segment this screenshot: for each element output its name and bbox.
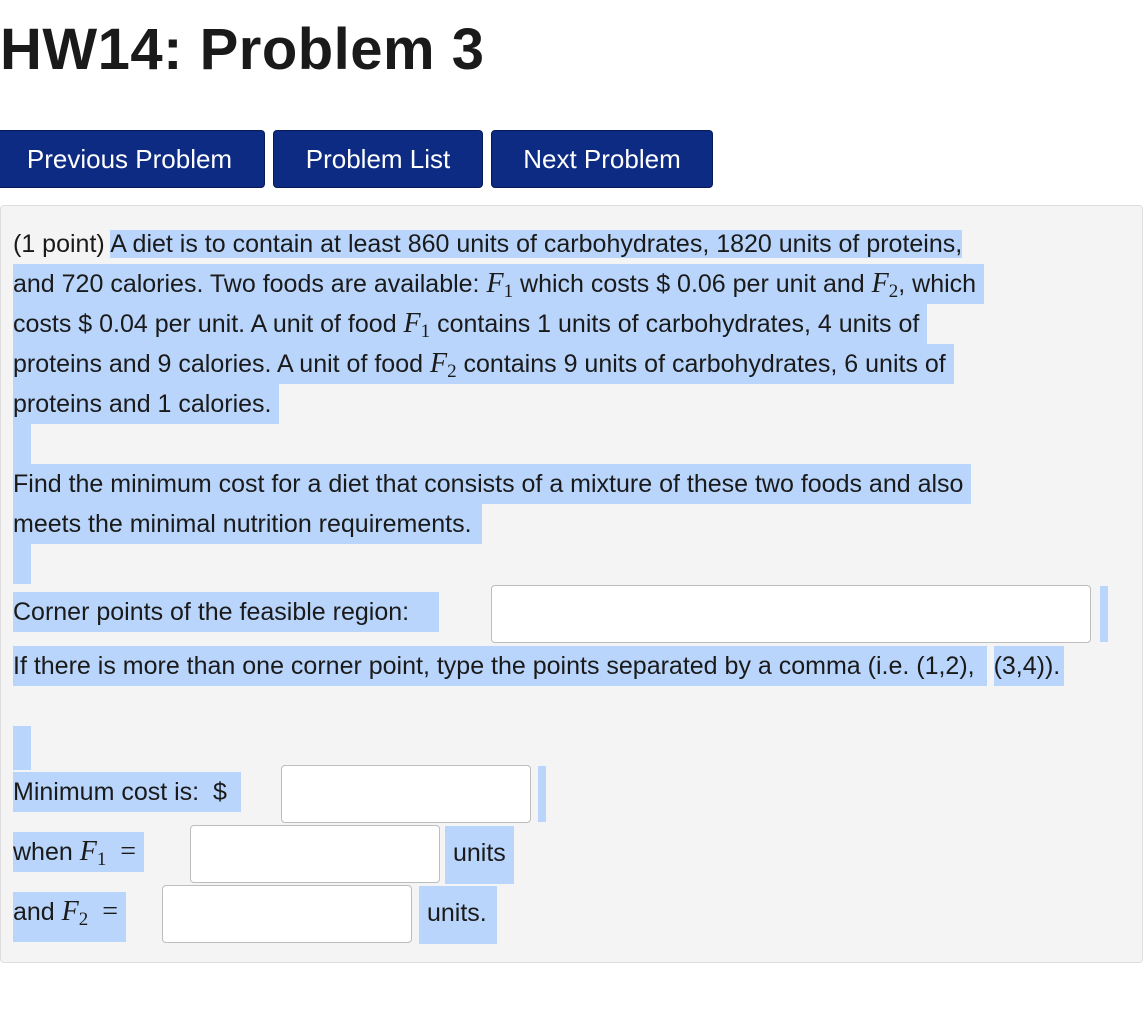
problem-statement xyxy=(13,224,1142,424)
page-title: HW14: Problem 3 xyxy=(0,17,485,82)
minimum-cost-input[interactable] xyxy=(281,765,531,823)
problem-list-button[interactable]: Problem List xyxy=(273,130,483,188)
statement-line-5: proteins and 1 calories. xyxy=(13,384,279,424)
f2-label: and $F_2$ = xyxy=(13,892,126,942)
f2-units-input[interactable] xyxy=(162,885,412,943)
food-f1-symbol: $F_1$ xyxy=(79,836,107,870)
find-statement xyxy=(13,464,1142,544)
corner-points-label: Corner points of the feasible region: xyxy=(13,592,439,632)
statement-line-4a: proteins and 9 calories. A unit of food xyxy=(13,350,423,378)
minimum-cost-label: Minimum cost is: $ xyxy=(13,772,241,812)
statement-line-4b: contains 9 units of carbohydrates, 6 units of xyxy=(463,350,946,378)
food-f1-symbol: $F_1$ xyxy=(486,268,514,302)
find-line-2: meets the minimal nutrition requirements. xyxy=(13,504,482,544)
problem-navigation xyxy=(0,130,713,188)
statement-line-2b: which costs $ 0.06 per unit and xyxy=(520,270,865,298)
food-f2-symbol: $F_2$ xyxy=(871,268,899,302)
food-f1-symbol: $F_1$ xyxy=(403,308,431,342)
currency-symbol: $ xyxy=(213,778,227,806)
selection-gap xyxy=(13,726,31,770)
corner-points-hint xyxy=(13,646,1064,686)
next-problem-button[interactable]: Next Problem xyxy=(491,130,713,188)
statement-line-3a: costs $ 0.04 per unit. A unit of food xyxy=(13,310,397,338)
food-f2-symbol: $F_2$ xyxy=(61,896,89,930)
food-f2-symbol: $F_2$ xyxy=(429,348,457,382)
problem-body xyxy=(0,205,1143,963)
f1-units-input[interactable] xyxy=(190,825,440,883)
previous-problem-button[interactable]: Previous Problem xyxy=(0,130,265,188)
f1-label: when $F_1$ = xyxy=(13,832,144,872)
statement-line-3b: contains 1 units of carbohydrates, 4 units of xyxy=(437,310,920,338)
statement-line-2a: and 720 calories. Two foods are available: xyxy=(13,270,480,298)
selection-gap xyxy=(13,544,31,584)
statement-line-2c: , which xyxy=(898,270,977,298)
hint-line-1: If there is more than one corner point, type the points separated by a comma (i.e. (1,2), xyxy=(13,646,987,686)
points-label: (1 point) xyxy=(13,230,105,258)
selection-gap xyxy=(1100,586,1108,642)
selection-gap xyxy=(538,766,546,822)
find-line-1: Find the minimum cost for a diet that consists of a mixture of these two foods and also xyxy=(13,464,971,504)
selection-gap xyxy=(13,424,31,464)
f2-units-label: units. xyxy=(419,886,497,944)
corner-points-input[interactable] xyxy=(491,585,1091,643)
hint-line-2: (3,4)). xyxy=(994,646,1065,686)
statement-line-1: A diet is to contain at least 860 units of carbohydrates, 1820 units of proteins, xyxy=(110,230,963,258)
f1-units-label: units xyxy=(445,826,514,884)
